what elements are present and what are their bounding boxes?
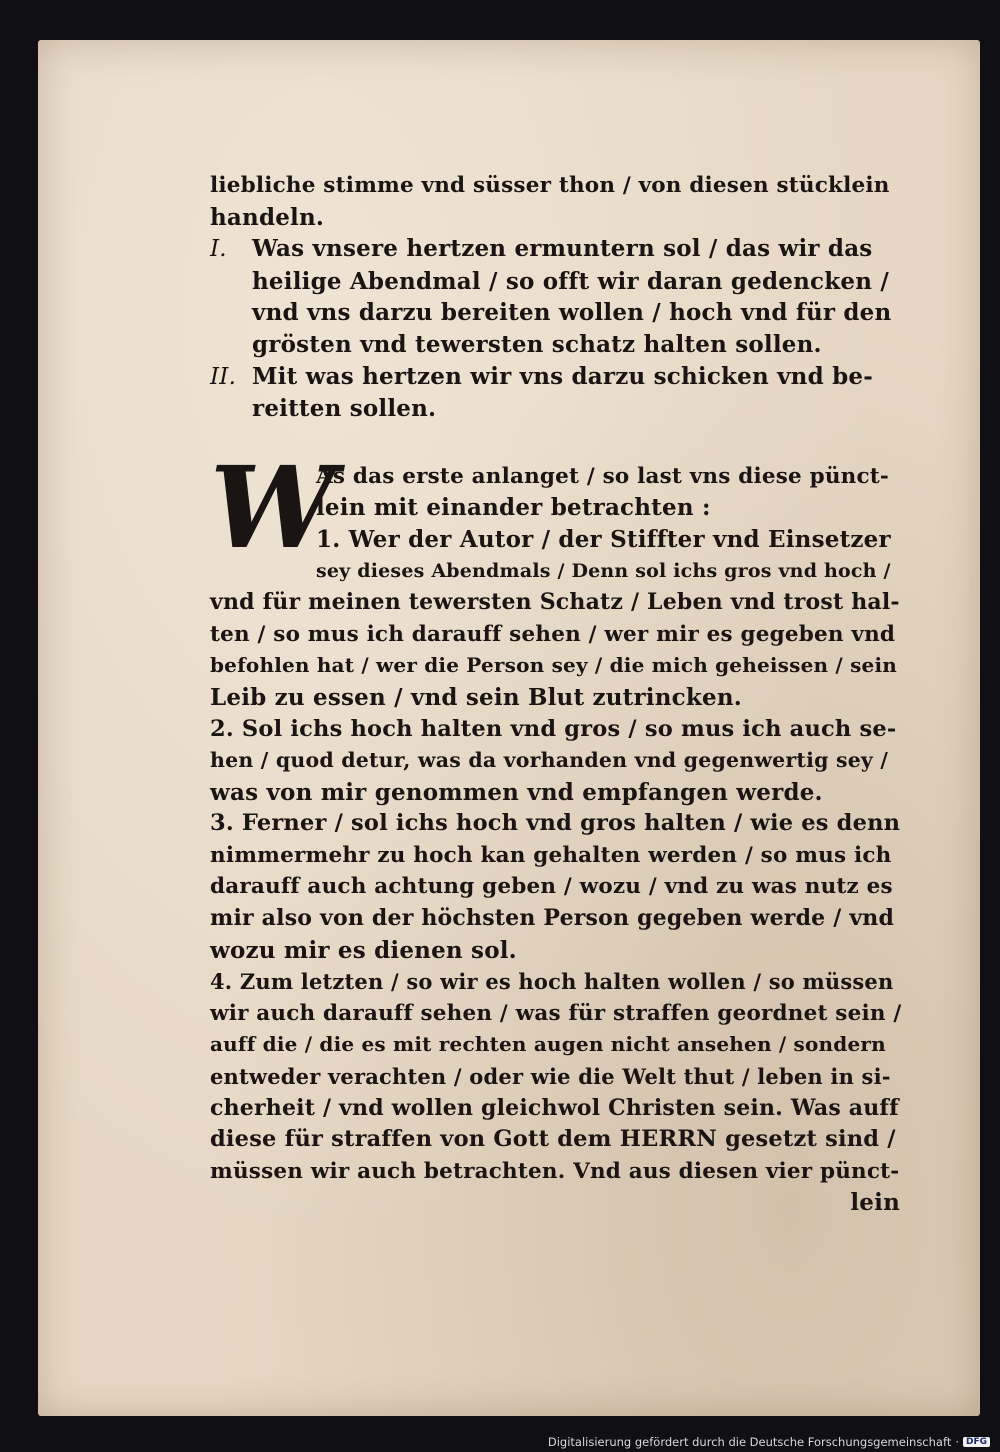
text-line: auff die / die es mit rechten augen nicht ansehen / sondern [210, 1032, 886, 1057]
text-line: vnd für meinen tewersten Schatz / Leben vnd trost hal- [210, 589, 900, 616]
text-line: vnd vns darzu bereiten wollen / hoch vnd für den [252, 299, 892, 327]
text-line: wozu mir es dienen sol. [210, 936, 517, 964]
text-line: hen / quod detur, was da vorhanden vnd gegenwertig sey / [210, 748, 889, 773]
text-line: wir auch darauff sehen / was für straffen geordnet sein / [210, 1000, 902, 1026]
text-line: heilige Abendmal / so offt wir daran gedencken / [252, 267, 889, 295]
text-line: müssen wir auch betrachten. Vnd aus diesen vier pünct- [210, 1158, 900, 1184]
text-line: 4. Zum letzten / so wir es hoch halten wollen / so müssen [210, 969, 894, 995]
text-line: nimmermehr zu hoch kan gehalten werden / so mus ich [210, 842, 892, 868]
text-line: cherheit / vnd wollen gleichwol Christen sein. Was auff [210, 1094, 899, 1121]
item-number: I. [210, 236, 227, 263]
text-line: Was vnsere hertzen ermuntern sol / das wir das [252, 235, 873, 263]
text-line: darauff auch achtung geben / wozu / vnd zu was nutz es [210, 874, 893, 900]
text-line: Leib zu essen / vnd sein Blut zutrincken. [210, 683, 742, 711]
dfg-logo: DFG [963, 1437, 990, 1447]
text-line: lein mit einander betrachten : [316, 494, 711, 522]
book-page [38, 40, 980, 1416]
text-line: Mit was hertzen wir vns darzu schicken vnd be- [252, 362, 873, 390]
numbered-item [210, 233, 900, 360]
text-line: handeln. [210, 203, 325, 231]
footer-text: Digitalisierung gefördert durch die Deutsche Forschungsgemeinschaft [547, 1435, 952, 1449]
catchword: lein [850, 1189, 900, 1217]
numbered-item [210, 361, 900, 425]
text-line: As das erste anlanget / so last vns diese pünct- [316, 463, 890, 489]
text-line: 1. Wer der Autor / der Stiffter vnd Einsetzer [316, 525, 891, 553]
text-line: mir also von der höchsten Person gegeben werde / vnd [210, 905, 895, 932]
main-paragraph [210, 442, 902, 1188]
decorated-initial: W [210, 442, 336, 574]
item-number: II. [210, 363, 237, 390]
text-line: 3. Ferner / sol ichs hoch vnd gros halten / wie es denn [210, 810, 901, 837]
text-line: grösten vnd tewersten schatz halten sollen. [252, 330, 822, 358]
text-line: entweder verachten / oder wie die Welt thut / leben in si- [210, 1064, 891, 1090]
text-line: diese für straffen von Gott dem HERRN gesetzt sind / [210, 1126, 896, 1153]
text-line: was von mir genommen vnd empfangen werde. [210, 778, 823, 806]
text-line: befohlen hat / wer die Person sey / die mich geheissen / sein [210, 653, 898, 678]
text-line: 2. Sol ichs hoch halten vnd gros / so mus ich auch se- [210, 715, 897, 742]
page-text [210, 170, 900, 1219]
text-line: ten / so mus ich darauff sehen / wer mir es gegeben vnd [210, 621, 896, 647]
text-line: liebliche stimme vnd süsser thon / von diesen stücklein [210, 173, 890, 198]
text-line: sey dieses Abendmals / Denn sol ichs gros vnd hoch / [316, 559, 891, 582]
digitization-footer: Digitalisierung gefördert durch die Deutsche Forschungsgemeinschaft · DFG [548, 1435, 990, 1449]
text-line: reitten sollen. [252, 395, 437, 423]
